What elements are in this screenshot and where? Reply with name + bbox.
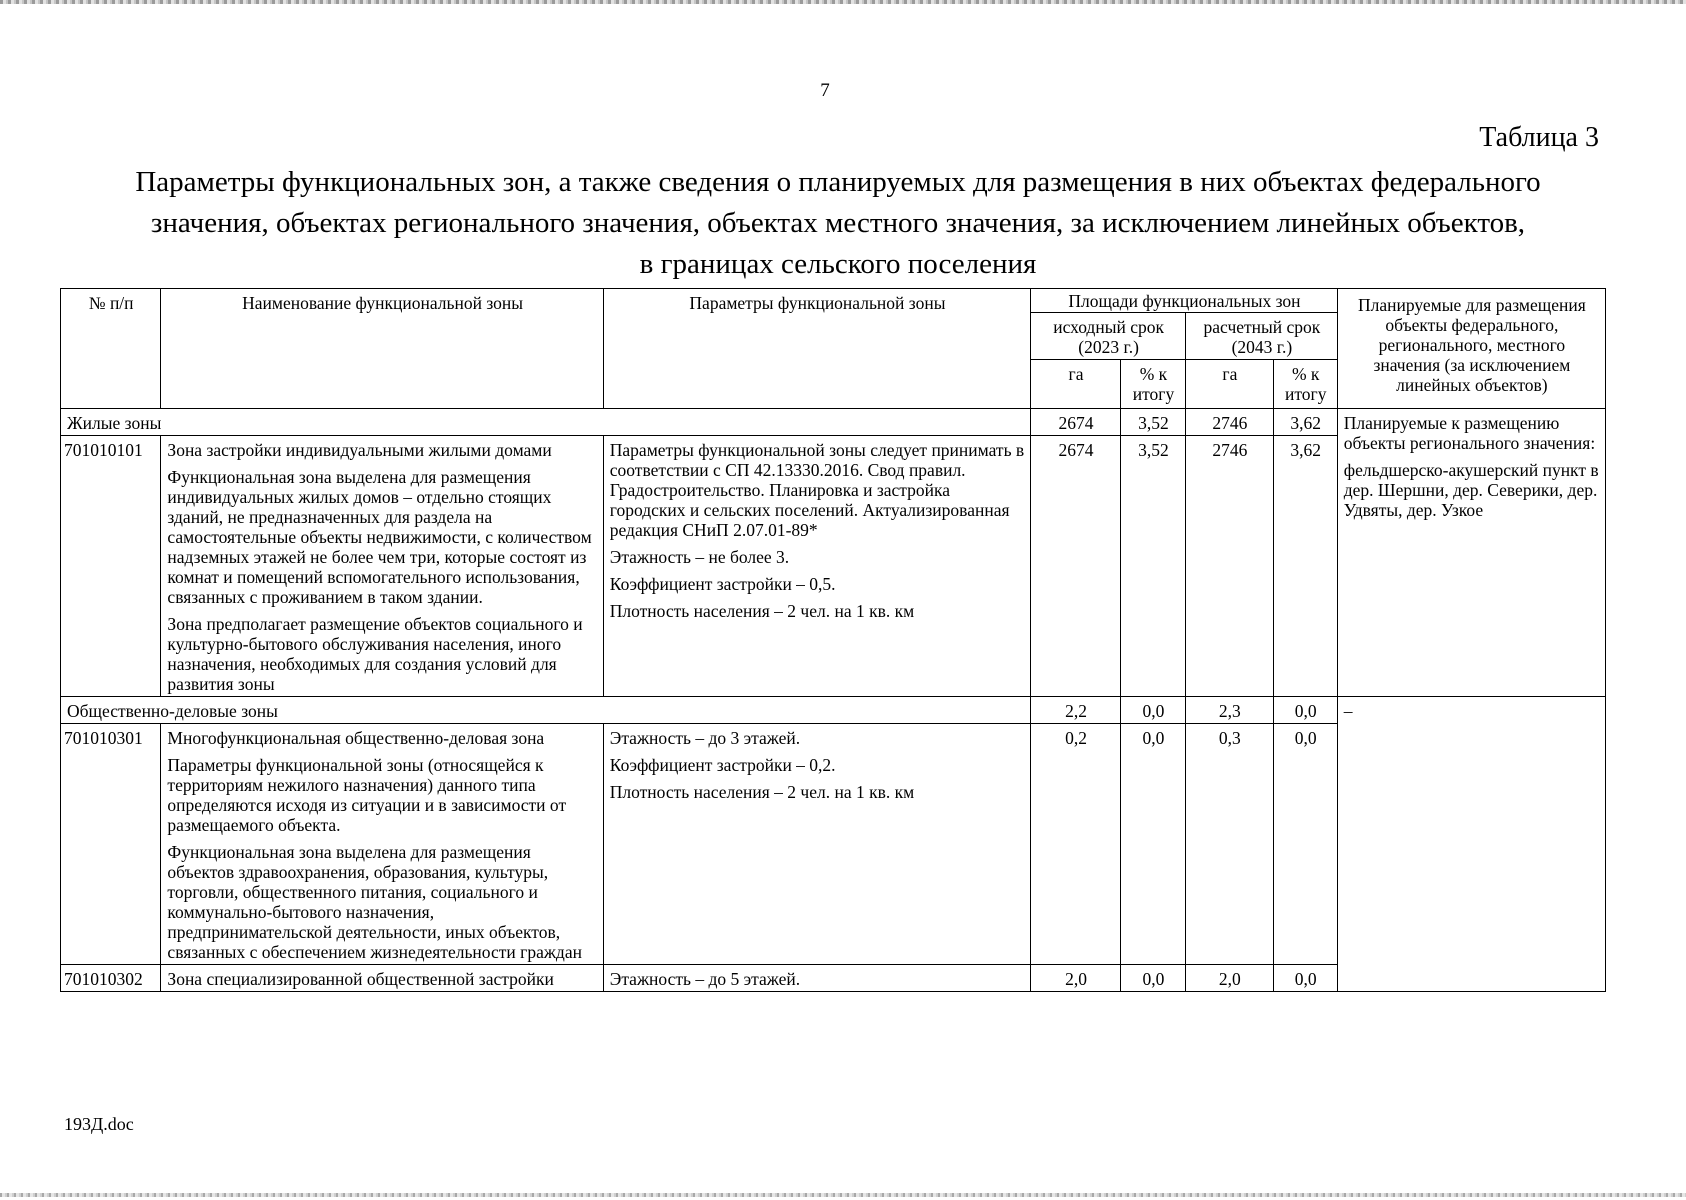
zone-param: Коэффициент застройки – 0,2. — [609, 755, 836, 775]
zone-code: 701010302 — [61, 965, 161, 992]
title-line: в границах сельского поселения — [639, 248, 1037, 280]
title-line: значения, объектах регионального значения, объектах местного значения, за исключением линейных объектов, — [150, 207, 1526, 239]
zone-param: Коэффициент застройки – 0,5. — [609, 574, 836, 594]
scan-edge-bottom — [0, 1193, 1686, 1197]
zone-param: Этажность – до 3 этажей. — [609, 728, 801, 748]
zone-initial-pct: 0,0 — [1120, 965, 1185, 992]
group-initial-ha: 2,2 — [1031, 697, 1121, 724]
group-row-residential — [61, 409, 1606, 436]
planned-objects-cell — [1337, 409, 1605, 697]
group-row-public-business — [61, 697, 1606, 724]
zone-params-cell — [603, 436, 1030, 697]
zone-params-cell — [603, 724, 1030, 965]
zone-initial-pct: 3,52 — [1120, 436, 1185, 697]
zone-name-cell — [161, 965, 603, 992]
zone-target-ha: 0,3 — [1186, 724, 1274, 965]
zone-code: 701010101 — [61, 436, 161, 697]
zones-table — [60, 288, 1606, 992]
zone-param: Плотность населения – 2 чел. на 1 кв. км — [609, 601, 915, 621]
zone-description: Функциональная зона выделена для размещения объектов здравоохранения, образования, культуры, торговли, общественного питания, социального и коммунально-бытового назначения, предпринимательской деятельности, иных объектов, связанных с обеспечением жизнедеятельности граждан — [167, 842, 582, 962]
group-target-ha: 2746 — [1186, 409, 1274, 436]
group-title: Жилые зоны — [61, 409, 1031, 436]
header-hectares: га — [1186, 360, 1274, 409]
planned-objects-cell — [1337, 697, 1605, 992]
group-initial-pct: 3,52 — [1120, 409, 1185, 436]
zone-description: Зона предполагает размещение объектов социального и культурно-бытового обслуживания населения, иного назначения, необходимых для создания условий для развития зоны — [167, 614, 583, 694]
header-percent: % к итогу — [1273, 360, 1337, 409]
zone-target-ha: 2746 — [1186, 436, 1274, 697]
group-title: Общественно-деловые зоны — [61, 697, 1031, 724]
group-initial-pct: 0,0 — [1120, 697, 1185, 724]
zone-params-cell — [603, 965, 1030, 992]
zone-initial-ha: 2674 — [1031, 436, 1121, 697]
zone-initial-ha: 2,0 — [1031, 965, 1121, 992]
table-label: Таблица 3 — [1479, 122, 1599, 153]
zone-target-pct: 0,0 — [1273, 965, 1337, 992]
header-target-term: расчетный срок (2043 г.) — [1186, 313, 1338, 360]
zone-target-ha: 2,0 — [1186, 965, 1274, 992]
header-planned-objects: Планируемые для размещения объекты федерального, регионального, местного значения (за исключением линейных объектов) — [1337, 289, 1605, 409]
header-zone-name: Наименование функциональной зоны — [161, 289, 603, 409]
zone-param: Этажность – не более 3. — [609, 547, 790, 567]
group-target-pct: 0,0 — [1273, 697, 1337, 724]
header-row — [61, 289, 1606, 313]
header-hectares: га — [1031, 360, 1121, 409]
group-target-ha: 2,3 — [1186, 697, 1274, 724]
zone-code: 701010301 — [61, 724, 161, 965]
zone-param: Параметры функциональной зоны следует принимать в соответствии с СП 42.13330.2016. Свод правил. Градостроительство. Планировка и застройка городских и сельских поселений. Актуализированная редакция СНиП 2.07.01-89* — [609, 440, 1025, 540]
page-number: 7 — [820, 80, 830, 101]
header-areas: Площади функциональных зон — [1031, 289, 1338, 313]
zone-initial-pct: 0,0 — [1120, 724, 1185, 965]
zone-param: Плотность населения – 2 чел. на 1 кв. км — [609, 782, 915, 802]
title-line: Параметры функциональных зон, а также сведения о планируемых для размещения в них объектах федерального — [135, 166, 1541, 198]
zone-description: Параметры функциональной зоны (относящейся к территориям нежилого назначения) данного типа определяются исходя из ситуации и в зависимости от размещаемого объекта. — [167, 755, 567, 835]
planned-objects-text: – — [1343, 701, 1353, 721]
header-percent: % к итогу — [1120, 360, 1185, 409]
scan-edge-top — [0, 0, 1686, 4]
zone-name-cell — [161, 724, 603, 965]
planned-objects-text: фельдшерско-акушерский пункт в дер. Шершни, дер. Северики, дер. Удвяты, дер. Узкое — [1343, 460, 1599, 520]
zone-target-pct: 0,0 — [1273, 724, 1337, 965]
zone-target-pct: 3,62 — [1273, 436, 1337, 697]
header-initial-term: исходный срок (2023 г.) — [1031, 313, 1186, 360]
zone-description: Функциональная зона выделена для размещения индивидуальных жилых домов – отдельно стоящих зданий, не предназначенных для раздела на самостоятельные объекты недвижимости, с количеством надземных этажей не более чем три, которые состоят из комнат и помещений вспомогательного использования, связанных с проживанием в таком здании. — [167, 467, 592, 607]
zone-name: Зона специализированной общественной застройки — [167, 969, 554, 989]
group-initial-ha: 2674 — [1031, 409, 1121, 436]
document-title — [60, 162, 1616, 285]
group-target-pct: 3,62 — [1273, 409, 1337, 436]
header-number: № п/п — [61, 289, 161, 409]
zone-name: Многофункциональная общественно-деловая зона — [167, 728, 545, 748]
zone-initial-ha: 0,2 — [1031, 724, 1121, 965]
planned-objects-text: Планируемые к размещению объекты регионального значения: — [1343, 413, 1596, 453]
zone-name: Зона застройки индивидуальными жилыми домами — [167, 440, 552, 460]
zone-name-cell — [161, 436, 603, 697]
header-zone-params: Параметры функциональной зоны — [603, 289, 1030, 409]
zone-param: Этажность – до 5 этажей. — [609, 969, 801, 989]
footer-filename: 193Д.doc — [64, 1114, 134, 1134]
